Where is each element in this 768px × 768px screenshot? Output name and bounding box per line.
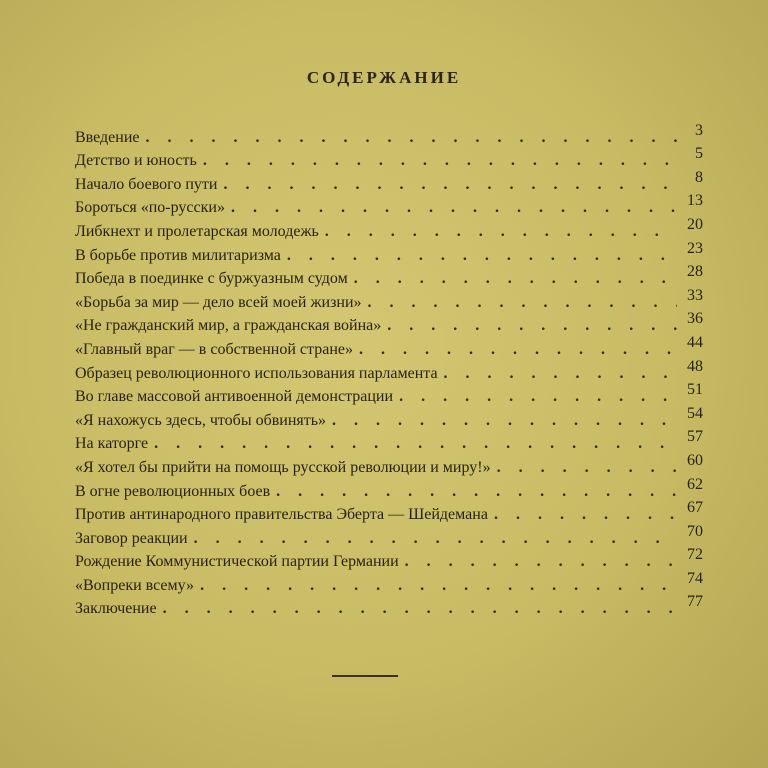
toc-entry-page: 13 xyxy=(687,192,703,210)
toc-entry-page: 5 xyxy=(695,145,703,163)
toc-entry-page: 8 xyxy=(695,168,703,186)
toc-entry-title: «Борьба за мир — дело всей моей жизни» xyxy=(75,293,362,311)
toc-entry-page: 33 xyxy=(687,286,703,304)
toc-entry-page: 20 xyxy=(687,215,703,233)
dot-leader xyxy=(146,128,678,148)
dot-leader xyxy=(203,151,677,171)
toc-entry-page: 51 xyxy=(687,381,703,399)
dot-leader xyxy=(287,246,677,266)
toc-entry xyxy=(75,593,703,620)
toc-entry-page: 57 xyxy=(687,428,703,446)
toc-entry-page: 23 xyxy=(687,239,703,257)
toc-entry-title: Детство и юность xyxy=(75,152,197,170)
dot-leader xyxy=(200,576,677,596)
dot-leader xyxy=(332,411,677,431)
dot-leader xyxy=(325,222,677,242)
toc-entry xyxy=(75,215,703,242)
dot-leader xyxy=(359,340,677,360)
page-title: СОДЕРЖАНИЕ xyxy=(306,68,462,87)
dot-leader xyxy=(494,505,677,525)
closing-rule xyxy=(332,675,398,677)
toc-entry-page: 3 xyxy=(695,121,703,139)
dot-leader xyxy=(368,293,677,313)
toc-entry-page: 54 xyxy=(687,404,703,422)
toc-entry xyxy=(75,263,703,290)
toc-entry-title: Рождение Коммунистической партии Германии xyxy=(75,553,399,571)
toc-entry xyxy=(75,475,703,502)
toc-entry xyxy=(75,569,703,596)
toc-entry xyxy=(75,428,703,455)
toc-entry-page: 44 xyxy=(687,333,703,351)
toc-entry-page: 74 xyxy=(687,569,703,587)
toc-entry-title: В борьбе против милитаризма xyxy=(75,246,281,264)
dot-leader xyxy=(497,458,677,478)
toc-entry-title: Победа в поединке с буржуазным судом xyxy=(75,270,348,288)
dot-leader xyxy=(387,316,677,336)
toc-entry xyxy=(75,239,703,266)
toc-entry xyxy=(75,381,703,408)
toc-entry xyxy=(75,333,703,360)
dot-leader xyxy=(405,552,677,572)
toc-entry-page: 60 xyxy=(687,451,703,469)
toc-entry xyxy=(75,522,703,549)
toc-entry xyxy=(75,192,703,219)
toc-entry xyxy=(75,404,703,431)
toc-entry xyxy=(75,357,703,384)
dot-leader xyxy=(276,482,677,502)
toc-entry-title: «Я нахожусь здесь, чтобы обвинять» xyxy=(75,411,327,429)
toc-entry-title: Во главе массовой антивоенной демонстрации xyxy=(75,388,394,406)
toc-entry-page: 70 xyxy=(687,522,703,540)
toc-entry-title: Либкнехт и пролетарская молодежь xyxy=(75,222,319,240)
toc-entry-page: 28 xyxy=(687,263,703,281)
toc-entry xyxy=(75,499,703,526)
toc-entry-page: 36 xyxy=(687,310,703,328)
toc-entry-title: Заговор реакции xyxy=(75,529,188,547)
toc-entry-title: Начало боевого пути xyxy=(75,175,218,193)
toc-entry xyxy=(75,451,703,478)
toc-entry-title: Введение xyxy=(75,128,140,146)
dot-leader xyxy=(354,269,677,289)
toc-entry-title: Бороться «по-русски» xyxy=(75,199,225,217)
dot-leader xyxy=(231,198,677,218)
toc-entry-title: Заключение xyxy=(75,600,157,618)
toc-entry-title: Против антинародного правительства Эберта — Шейдемана xyxy=(75,506,488,524)
dot-leader xyxy=(399,387,677,407)
toc-entry-title: «Вопреки всему» xyxy=(75,576,195,594)
dot-leader xyxy=(154,434,677,454)
dot-leader xyxy=(163,599,677,619)
toc-entry-title: На каторге xyxy=(75,435,149,453)
toc-entry-page: 72 xyxy=(687,546,703,564)
toc-entry-title: Образец революционного использования парламента xyxy=(75,364,438,382)
toc-entry-title: «Я хотел бы прийти на помощь русской революции и миру!» xyxy=(75,458,491,476)
toc-entry-page: 48 xyxy=(687,357,703,375)
toc-entry-page: 62 xyxy=(687,475,703,493)
dot-leader xyxy=(194,529,677,549)
toc-entry-page: 67 xyxy=(687,499,703,517)
dot-leader xyxy=(223,175,677,195)
table-of-contents xyxy=(75,121,703,619)
toc-entry xyxy=(75,121,703,148)
toc-entry xyxy=(75,286,703,313)
toc-entry xyxy=(75,310,703,337)
toc-entry xyxy=(75,145,703,172)
toc-entry xyxy=(75,546,703,573)
toc-entry-title: «Главный враг — в собственной стране» xyxy=(75,340,353,358)
toc-entry-title: В огне революционных боев xyxy=(75,482,271,500)
dot-leader xyxy=(444,364,677,384)
toc-entry-page: 77 xyxy=(687,593,703,611)
toc-entry-title: «Не гражданский мир, а гражданская война» xyxy=(75,317,382,335)
toc-entry xyxy=(75,168,703,195)
